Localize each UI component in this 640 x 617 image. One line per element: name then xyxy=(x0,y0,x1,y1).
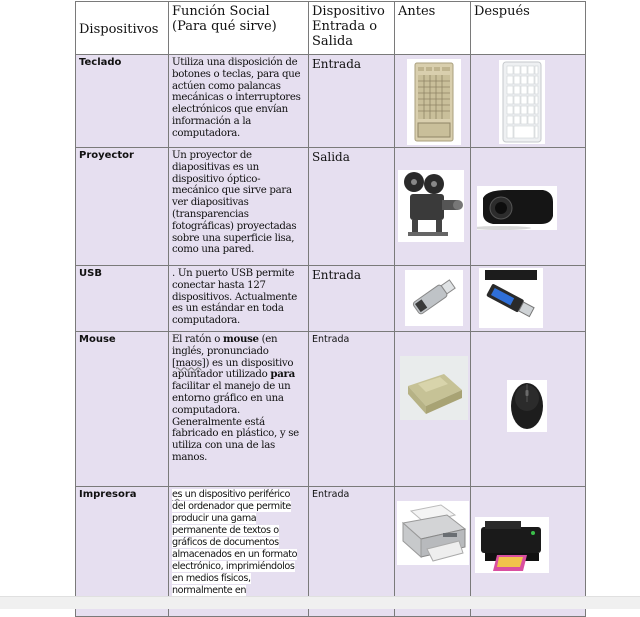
modern-keyboard-image xyxy=(499,60,545,144)
before-image-cell xyxy=(395,266,471,332)
devices-table xyxy=(75,1,586,617)
function-phonetic: [maʊs] xyxy=(172,357,206,369)
device-name: Impresora xyxy=(76,487,169,617)
table-row xyxy=(76,148,586,266)
old-printer-image xyxy=(397,501,469,565)
table-row xyxy=(76,55,586,148)
function-bold-term: mouse xyxy=(222,333,259,345)
header-funcion: Función Social (Para qué sirve) xyxy=(169,2,309,55)
before-image-cell xyxy=(395,148,471,266)
device-name: Teclado xyxy=(76,55,169,148)
after-image-cell xyxy=(471,148,586,266)
video-projector-image xyxy=(477,186,557,230)
device-function: . Un puerto USB permite conectar hasta 127 dispositivos. Actualmente es un estándar en toda computadora. xyxy=(169,266,309,332)
function-text: ) es un dispositivo apuntador utilizado xyxy=(172,357,294,381)
page-bottom-edge xyxy=(0,596,640,609)
old-keyboard-image xyxy=(407,59,461,145)
device-io: Entrada xyxy=(309,487,395,617)
device-io: Entrada xyxy=(309,55,395,148)
device-name: Mouse xyxy=(76,332,169,487)
wireless-mouse-image xyxy=(507,380,547,432)
device-io: Entrada xyxy=(309,332,395,487)
device-name: Proyector xyxy=(76,148,169,266)
function-text: es xyxy=(172,489,183,500)
old-mouse-image xyxy=(400,356,468,420)
function-text: facilitar el manejo de un entorno gráfico en una computadora. Generalmente está fabricado en plástico, y se utiliza con una de las manos. xyxy=(172,381,299,463)
before-image-cell xyxy=(395,55,471,148)
device-name: USB xyxy=(76,266,169,332)
film-projector-image xyxy=(398,170,464,242)
before-image-cell xyxy=(395,332,471,487)
function-bold-term: para xyxy=(270,368,295,381)
device-function: Utiliza una disposición de botones o teclas, para que actúen como palancas mecánicas o interruptores electrónicos que envían información a la computadora. xyxy=(169,55,309,148)
device-io: Entrada xyxy=(309,266,395,332)
photo-printer-image xyxy=(475,517,549,573)
after-image-cell xyxy=(471,266,586,332)
header-antes: Antes xyxy=(395,2,471,55)
header-tipo: Dispositivo Entrada o Salida xyxy=(309,2,395,55)
table-row xyxy=(76,332,586,487)
after-image-cell xyxy=(471,332,586,487)
usb-modern-image xyxy=(479,268,543,328)
device-io: Salida xyxy=(309,148,395,266)
usb-drive-image xyxy=(405,270,463,326)
function-text: (en inglés, pronunciado xyxy=(172,334,278,357)
device-function xyxy=(169,332,309,487)
header-dispositivos: Dispositivos xyxy=(76,2,169,55)
device-function: Un proyector de diapositivas es un dispositivo óptico-mecánico que sirve para ver diapositivas (transparencias fotográficas) proyectadas sobre una superficie lisa, como una pared. xyxy=(169,148,309,266)
after-image-cell xyxy=(471,55,586,148)
header-despues: Después xyxy=(471,2,586,55)
table-row xyxy=(76,266,586,332)
function-text: un dispositivo periférico del ordenador que permite producir una gama permanente de textos o gráficos de documentos almacenados en un formato electrónico, imprimiéndolos en medios físicos, normalmente en xyxy=(172,489,298,596)
function-text: El ratón o xyxy=(172,334,223,345)
header-row xyxy=(76,2,586,55)
